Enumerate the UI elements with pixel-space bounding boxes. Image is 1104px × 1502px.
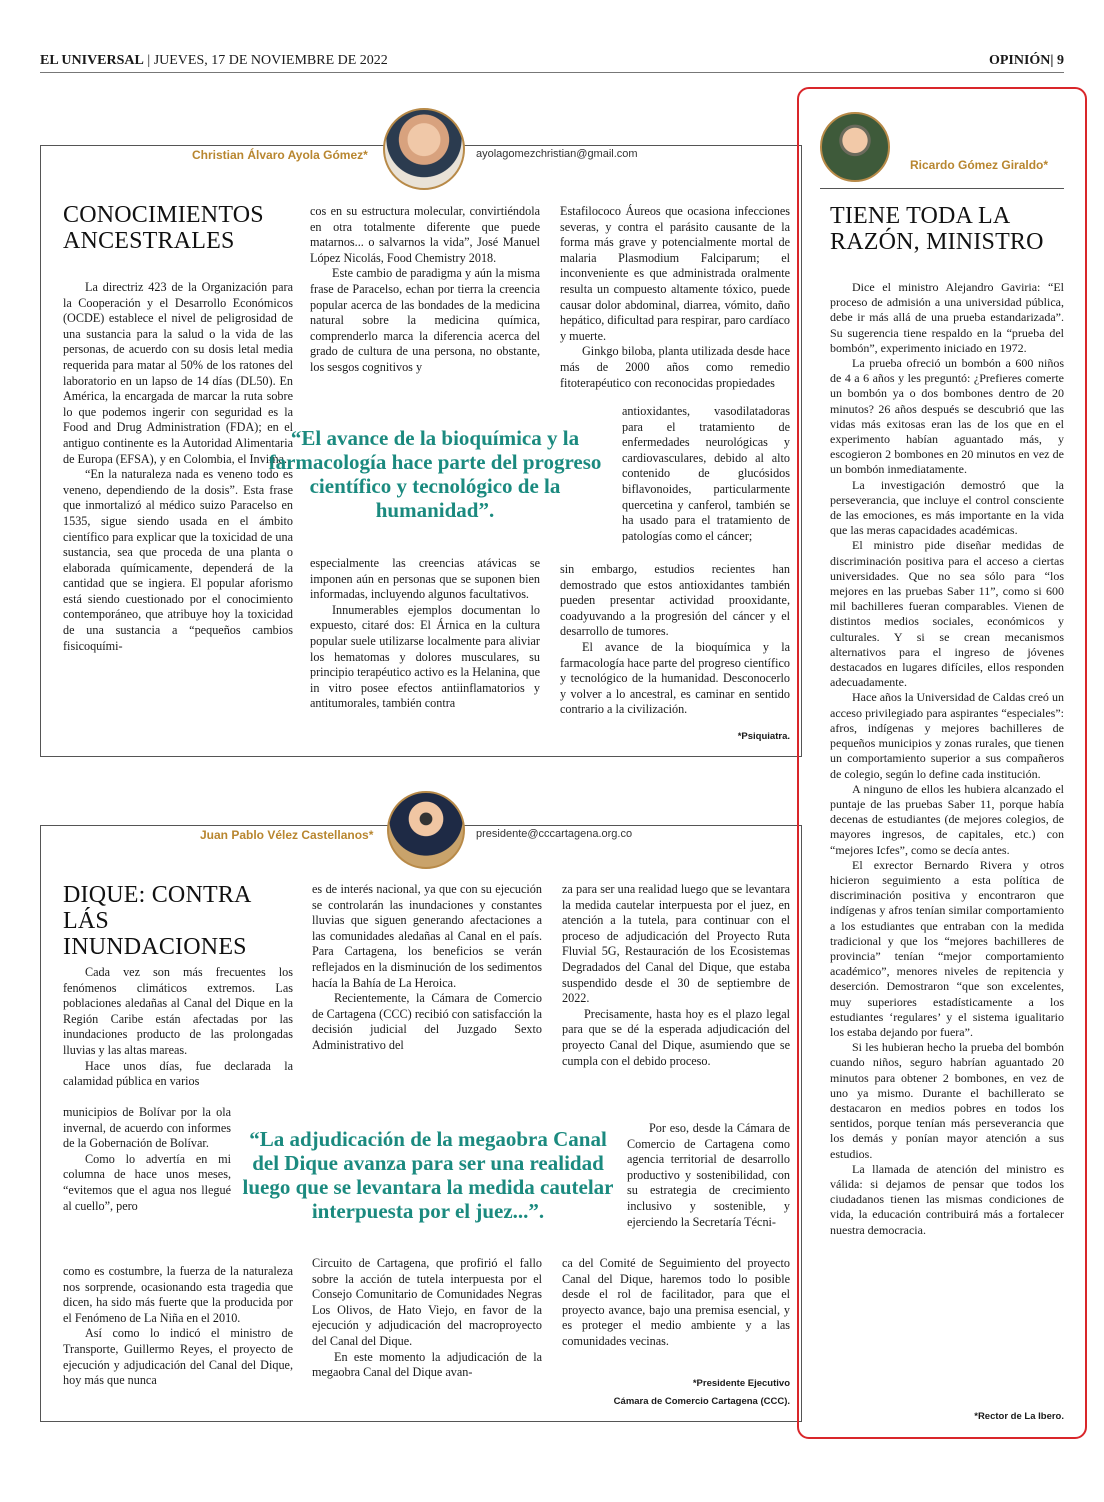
article-3-signature: *Rector de La Ibero. <box>974 1411 1064 1422</box>
article-1-email: ayolagomezchristian@gmail.com <box>472 148 642 160</box>
paragraph: Recientemente, la Cámara de Comercio de Cartagena (CCC) recibió con satisfacción la decisión judicial del Juzgado Sexto Administrativo del <box>312 991 542 1052</box>
article-1-col-3-bottom <box>560 562 790 718</box>
paragraph: Así como lo indicó el ministro de Transporte, Guillermo Reyes, el proyecto de ejecución y adjudicación del Canal del Dique, hoy más que nunca <box>63 1326 293 1388</box>
article-2-signature-1: *Presidente Ejecutivo <box>692 1378 790 1389</box>
paragraph: “En la naturaleza nada es veneno todo es veneno, dependiendo de la dosis”. Esta frase que inmortalizó al médico suizo Paracelso en 1535, sigue siendo usada en el ámbito científico para explicar que la toxicidad de una sustancia, sea que proceda de una planta o elaborada químicamente, dependerá de la cantidad que se ingiera. El popular aforismo está siendo cuestionado por el conocimiento contemporáneo, que atribuye hoy la toxicidad de una sustancia a “pequeños cambios fisicoquími- <box>63 467 293 653</box>
article-2-col-1-top <box>63 965 293 1090</box>
paragraph: sin embargo, estudios recientes han demostrado que estos antioxidantes también pueden presentar actividad prooxidante, coadyuvando a la progresión del cáncer y el desarrollo de tumores. <box>560 562 790 639</box>
article-2-col-1-narrow <box>63 1105 231 1214</box>
section-name: OPINIÓN <box>988 53 1051 68</box>
article-1-col-1 <box>63 280 293 654</box>
article-1-col-3-narrow <box>622 404 790 544</box>
paragraph: Precisamente, hasta hoy es el plazo legal para que se dé la esperada adjudicación del proyecto Canal del Dique, asumiendo que se cumpla con el debido proceso. <box>562 1006 790 1068</box>
paragraph: Circuito de Cartagena, que profirió el fallo sobre la acción de tutela interpuesta por el Consejo Comunitario de Comunidades Negras Los Olivos, de Hato Viejo, en favor de la ejecución y adjudicación del macroproyecto del Canal del Dique. <box>312 1256 542 1348</box>
article-2-col-2-bottom <box>312 1256 542 1381</box>
paragraph: como es costumbre, la fuerza de la naturaleza nos sorprende, ocasionando esta tragedia que dicen, ha sido más fuerte que la producida por el Fenómeno de La Niña en el 2010. <box>63 1264 293 1325</box>
article-2-author-photo <box>387 791 465 869</box>
article-3-title: TIENE TODA LA RAZÓN, MINISTRO <box>830 203 1044 255</box>
article-1-title: CONOCIMIENTOS ANCESTRALES <box>63 202 264 254</box>
article-3-author: Ricardo Gómez Giraldo* <box>910 158 1049 172</box>
paragraph: La prueba ofreció un bombón a 600 niños de 4 a 6 años y les preguntó: ¿Prefieres comerte un bombón ya o dos bombones dentro de 20 minutos? 26 años después se descubrió que las vidas más exitosas eran las de los que en el experimento habían aguantado más, y escogieron 2 bombones en 20 minutos en vez de un bombón inmediatamente. <box>830 356 1064 477</box>
paragraph: municipios de Bolívar por la ola invernal, de acuerdo con informes de la Gobernación de Bolívar. <box>63 1105 231 1151</box>
article-2-signature-2: Cámara de Comercio Cartagena (CCC). <box>613 1396 790 1407</box>
paragraph: El exrector Bernardo Rivera y otros hicieron seguimiento a esta política de discriminación positiva y encontraron que indígenas y afros tenían similar comportamiento a los estudiantes que entraban con la medida tradicional y que los “mejores bachilleres de provincia” tenían “mejor comportamiento académico”, menores niveles de repitencia y deserción. Demostraron “que son excelentes, muy superiores estadísticamente a los estudiantes ‘regulares’ y el sistema igualitario los estaba dejando por fuera”. <box>830 857 1064 1039</box>
article-1-author: Christian Álvaro Ayola Gómez* <box>188 148 372 162</box>
article-2-title: DIQUE: CONTRA LÁS INUNDACIONES <box>63 882 251 960</box>
paragraph: La llamada de atención del ministro es válida: si dejamos de pensar que todos los ciudadanos tienen las mismas condiciones de vida, la educación contribuirá más a fortalecer nuestra democracia. <box>830 1161 1064 1237</box>
article-3-body <box>830 280 1064 1238</box>
paragraph: es de interés nacional, ya que con su ejecución se controlarán las inundaciones y constantes lluvias que siguen generando afectaciones a las comunidades aledañas al Canal en el país. Para Cartagena, los beneficios se verán reflejados en la disminución de los sedimentos hacía la Bahía de La Heroica. <box>312 882 542 990</box>
article-2-col-3-top <box>562 882 790 1069</box>
paragraph: A ninguno de ellos les hubiera alcanzado el puntaje de las pruebas Saber 11, porque había decenas de estudiantes (de mejores colegios, de mayores ingresos, de capitales, etc.) con “mejores Icfes”, como se decía antes. <box>830 781 1064 857</box>
paragraph: Hace años la Universidad de Caldas creó un acceso privilegiado para aspirantes “especiales”: afros, indígenas y mejores bachilleres de pequeños municipios y zonas rurales, que tienen un comportamiento superior a sus compañeros de colegio, según lo define cada institución. <box>830 690 1064 781</box>
article-1-col-3-top <box>560 204 790 391</box>
paragraph: El avance de la bioquímica y la farmacología hace parte del progreso científico y tecnológico de la humanidad. Desconocerlo y volver a lo ancestral, es caminar en sentido contrario a la civilización. <box>560 639 790 717</box>
article-2-col-3-bottom <box>562 1256 790 1350</box>
paragraph: Estafilococo Áureos que ocasiona infecciones severas, y contra el parásito causante de la forma más grave y potencialmente mortal de malaria Plasmodium Falciparum; el inconveniente es que administrada oralmente resulta un compuesto altamente tóxico, puede causar dolor abdominal, diarrea, vómito, daño hepático, dificultad para respirar, paro cardíaco y muerte. <box>560 204 790 343</box>
paragraph: Si les hubieran hecho la prueba del bombón cuando niños, seguro habrían aguantado 20 minutos para obtener 2 bombones, en vez de uno ya mismo. Durante el bachillerato se destacaron en medios pobres en todos los sentidos, porque tenían más perseverancia que los demás y ponían mayor atención a sus estudios. <box>830 1040 1064 1161</box>
article-2-author: Juan Pablo Vélez Castellanos* <box>196 828 377 842</box>
page-number: 9 <box>1057 53 1064 68</box>
paragraph: za para ser una realidad luego que se levantara la medida cautelar interpuesta por el juez, en atención a la tutela, para continuar con el proceso de adjudicación del Proyecto Ruta Fluvial 5G, Restauración de los Ecosistemas Degradados del Canal del Dique, que estaba suspendido desde el 30 de septiembre de 2022. <box>562 882 790 1006</box>
article-1-pull-quote: “El avance de la bioquímica y la farmacología hace parte del progreso científico y tecnológico de la humanidad”. <box>268 426 602 522</box>
paragraph: Dice el ministro Alejandro Gaviria: “El proceso de admisión a una universidad pública, debe ir más allá de una prueba estandarizada”. Su sugerencia tiene respaldo en la “prueba del bombón”, experimento iniciado en 1972. <box>830 280 1064 355</box>
paragraph: ca del Comité de Seguimiento del proyecto Canal del Dique, haremos todo lo posible desde el rol de facilitador, para que el proyecto avance, bajo una premisa esencial, y es proteger el medio ambiente y a las comunidades vecinas. <box>562 1256 790 1348</box>
article-3-divider <box>820 188 1064 189</box>
article-1-col-2-bottom <box>310 556 540 712</box>
paragraph: Cada vez son más frecuentes los fenómenos climáticos extremos. Las poblaciones aledañas al Canal del Dique en la Región Caribe están afectadas por las inundaciones producto de las prolongadas lluvias y las altas mareas. <box>63 965 293 1057</box>
paragraph: antioxidantes, vasodilatadoras para el tratamiento de enfermedades neurológicas y cardiovasculares, debido al alto contenido de glucósidos biflavonoides, particularmente quercetina y canferol, también se ha usado para el tratamiento de patologías como el cáncer; <box>622 404 790 543</box>
newspaper-name: EL UNIVERSAL <box>40 53 144 68</box>
article-1-col-2-top <box>310 204 540 376</box>
issue-date: JUEVES, 17 DE NOVIEMBRE DE 2022 <box>153 53 388 68</box>
paragraph: Por eso, desde la Cámara de Comercio de Cartagena como agencia territorial de desarrollo productivo y sostenibilidad, con su estrategia de crecimiento inclusivo y sostenible, y ejerciendo la Secretaría Técni- <box>627 1121 790 1229</box>
paragraph: El ministro pide diseñar medidas de discriminación positiva para el acceso a ciertas universidades. Que no sea sólo para “los mejores en las pruebas Saber 11”, como si 600 mil bachilleres fueran comparables. Vienen de distintos medios sociales, económicos y culturales. Y si se crean mecanismos alternativos para el ingreso de jóvenes destacados en lugares difíciles, ellos responden adecuadamente. <box>830 538 1064 690</box>
paragraph: especialmente las creencias atávicas se imponen aún en personas que se suponen bien informadas, incluyendo algunos facultativos. <box>310 556 540 602</box>
article-2-email: presidente@cccartagena.org.co <box>472 828 636 840</box>
paragraph: La directriz 423 de la Organización para la Cooperación y el Desarrollo Económicos (OCDE) establece el nivel de peligrosidad de una sustancia para la salud o la vida de las personas, de acuerdo con su dosis letal media requerida para matar al 50% de los ratones del laboratorio en un lapso de 14 días (DL50). En América, la encargada de marcar la ruta sobre lo que podemos ingerir con seguridad es la Food and Drug Administration (FDA); en el antiguo continente es la Autoridad Alimentaria de Europa (EFSA), y en Colombia, el Invima. <box>63 280 293 466</box>
paragraph: Este cambio de paradigma y aún la misma frase de Paracelso, echan por tierra la creencia popular acerca de las bondades de la medicina natural sobre la medicina química, comprenderlo marca la diferencia acerca del grado de cultura de una persona, no obstante, los sesgos cognitivos y <box>310 266 540 374</box>
paragraph: Ginkgo biloba, planta utilizada desde hace más de 2000 años como remedio fitoterapéutico con reconocidas propiedades <box>560 344 790 390</box>
article-3-author-photo <box>820 112 890 182</box>
paragraph: En este momento la adjudicación de la megaobra Canal del Dique avan- <box>312 1349 542 1380</box>
paragraph: Hace unos días, fue declarada la calamidad pública en varios <box>63 1058 293 1089</box>
masthead: EL UNIVERSAL | JUEVES, 17 DE NOVIEMBRE DE 2022 OPINIÓN| 9 <box>40 50 1064 73</box>
article-1-author-photo <box>383 108 465 190</box>
paragraph: La investigación demostró que la perseverancia, que incluye el control consciente de las emociones, es más importante en la vida que las meras capacidades académicas. <box>830 477 1064 538</box>
article-2-pull-quote: “La adjudicación de la megaobra Canal del Dique avanza para ser una realidad luego que se levantara la medida cautelar interpuesta por el juez...”. <box>242 1127 614 1223</box>
article-2-col-2-top <box>312 882 542 1054</box>
article-1-signature: *Psiquiatra. <box>737 731 790 742</box>
paragraph: Innumerables ejemplos documentan lo expuesto, citaré dos: El Árnica en la cultura popular suele utilizarse localmente para aliviar los hematomas y dolores musculares, su principio terapéutico activo es la Helanina, que in vitro posee efectos antiinflamatorios y antitumorales, también contra <box>310 602 540 711</box>
paragraph: Como lo advertía en mi columna de hace unos meses, “evitemos que el agua nos llegué al cuello”, pero <box>63 1151 231 1213</box>
article-2-col-3-narrow <box>627 1121 790 1230</box>
paragraph: cos en su estructura molecular, convirtiéndola en otra totalmente diferente que puede matarnos... o salvarnos la vida”, José Manuel López Nicolás, Food Chemistry 2018. <box>310 204 540 265</box>
article-2-col-1-bottom <box>63 1264 293 1389</box>
